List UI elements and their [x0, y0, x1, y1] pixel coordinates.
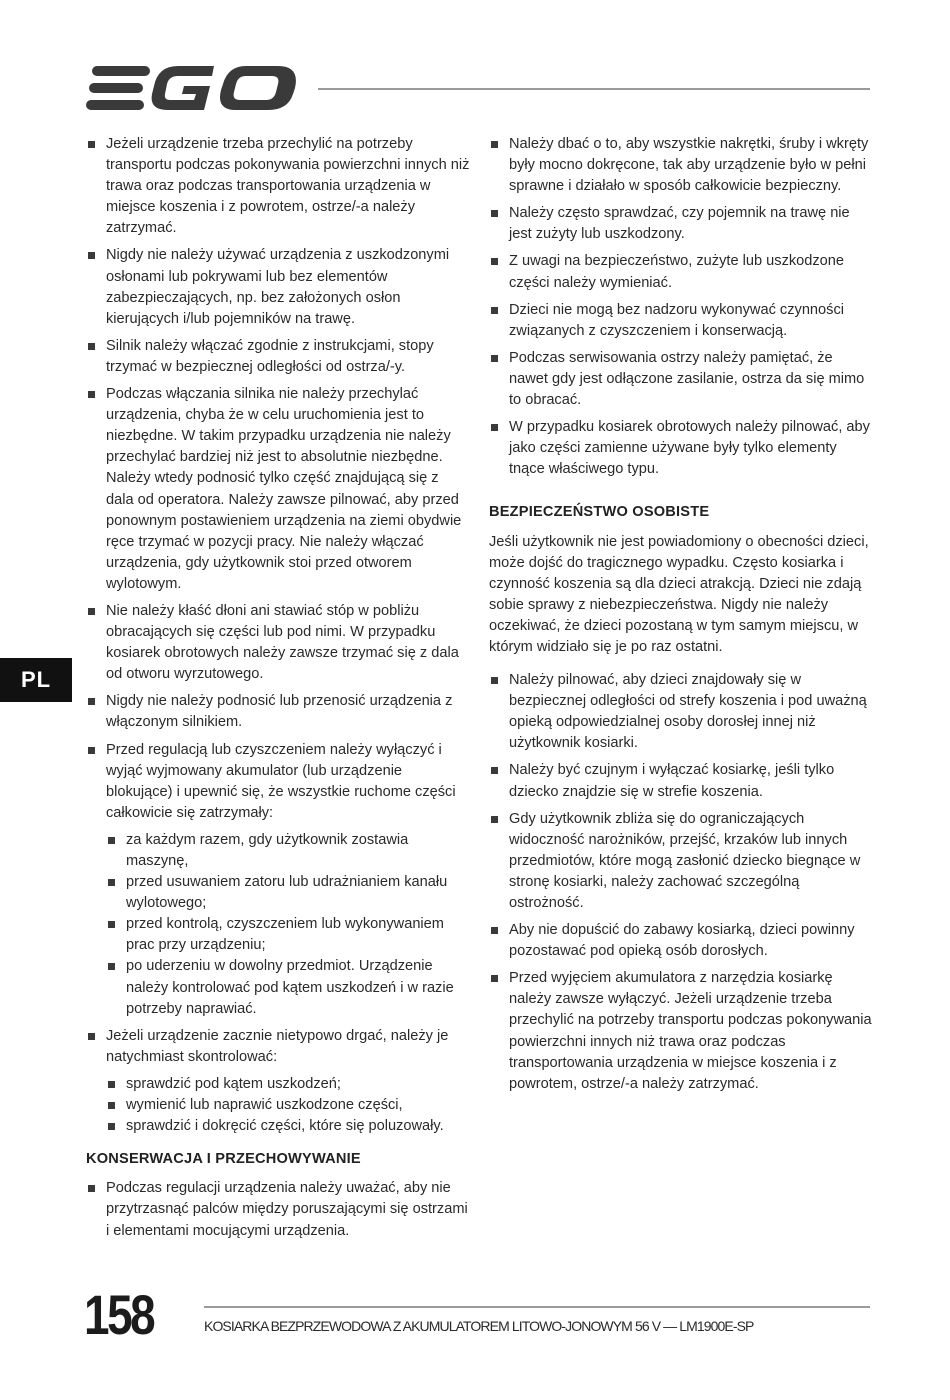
- sub-list-item: sprawdzić i dokręcić części, które się poluzowały.: [106, 1116, 470, 1137]
- list-item: Z uwagi na bezpieczeństwo, zużyte lub uszkodzone części należy wymieniać.: [489, 251, 873, 293]
- sub-list-item: za każdym razem, gdy użytkownik zostawia maszynę,: [106, 830, 470, 872]
- list-item: Jeżeli urządzenie trzeba przechylić na potrzeby transportu podczas pokonywania powierzchni innych niż trawa oraz podczas transportowania urządzenia w miejsce koszenia i z powrotem, ostrze/-a należy zatrzymać.: [86, 134, 470, 239]
- header-rule: [318, 88, 870, 90]
- list-item: Należy dbać o to, aby wszystkie nakrętki, śruby i wkręty były mocno dokręcone, tak aby urządzenie było w pełni sprawne i działało w sposób całkowicie bezpieczny.: [489, 134, 873, 197]
- bullet-list: [489, 670, 873, 1095]
- footer-title: KOSIARKA BEZPRZEWODOWA Z AKUMULATOREM LITOWO-JONOWYM 56 V — LM1900E-SP: [204, 1318, 754, 1334]
- list-item: Jeżeli urządzenie zacznie nietypowo drgać, należy je natychmiast skontrolować:: [86, 1026, 470, 1068]
- sub-list-item: przed usuwaniem zatoru lub udrażnianiem kanału wylotowego;: [106, 872, 470, 914]
- sub-list-item: wymienić lub naprawić uszkodzone części,: [106, 1095, 470, 1116]
- section-heading-maintenance: KONSERWACJA I PRZECHOWYWANIE: [86, 1151, 361, 1168]
- list-item: W przypadku kosiarek obrotowych należy pilnować, aby jako części zamienne używane były tylko elementy tnące właściwego typu.: [489, 417, 873, 480]
- section-paragraph: Jeśli użytkownik nie jest powiadomiony o obecności dzieci, może dojść do tragicznego wypadku. Często kosiarka i czynność koszenia są dla dzieci atrakcją. Dzieci nie zdają sobie sprawy z niebezpieczeństwa. Nigdy nie należy oczekiwać, że dzieci pozostaną w tym samym miejscu, w którym widziało się je po raz ostatni.: [489, 533, 869, 655]
- ego-logo: [86, 64, 298, 114]
- sub-bullet-list: [86, 830, 470, 1020]
- list-item: Gdy użytkownik zbliża się do ograniczających widoczność narożników, przejść, krzaków lub innych przedmiotów, które mogą zasłonić dziecko biegnące w stronę kosiarki, należy zachować szczególną ostrożność.: [489, 809, 873, 914]
- bullet-list: [86, 1178, 470, 1241]
- list-item: Aby nie dopuścić do zabawy kosiarką, dzieci powinny pozostawać pod opieką osób dorosłych.: [489, 920, 873, 962]
- sub-list-item: przed kontrolą, czyszczeniem lub wykonywaniem prac przy urządzeniu;: [106, 914, 470, 956]
- sub-list-item: sprawdzić pod kątem uszkodzeń;: [106, 1074, 470, 1095]
- bullet-list: [489, 134, 873, 480]
- list-item: Nie należy kłaść dłoni ani stawiać stóp w pobliżu obracających się części lub pod nimi. W przypadku kosiarek obrotowych należy zawsze trzymać się z dala od otworu wyrzutowego.: [86, 601, 470, 685]
- list-item: Podczas regulacji urządzenia należy uważać, aby nie przytrzasnąć palców między poruszającymi się ostrzami i elementami mocującymi urządzenia.: [86, 1178, 470, 1241]
- right-column: [489, 134, 873, 1101]
- list-item: Należy być czujnym i wyłączać kosiarkę, jeśli tylko dziecko znajdzie się w strefie koszenia.: [489, 760, 873, 802]
- list-item: Należy często sprawdzać, czy pojemnik na trawę nie jest zużyty lub uszkodzony.: [489, 203, 873, 245]
- list-item: Dzieci nie mogą bez nadzoru wykonywać czynności związanych z czyszczeniem i konserwacją.: [489, 300, 873, 342]
- list-item: Należy pilnować, aby dzieci znajdowały się w bezpiecznej odległości od strefy koszenia i pod uważną opieką odpowiedzialnej osoby dorosłej innej niż użytkownik kosiarki.: [489, 670, 873, 754]
- page-number: 158: [84, 1283, 154, 1346]
- left-column: [86, 134, 470, 1248]
- section-heading-personal-safety: BEZPIECZEŃSTWO OSOBISTE: [489, 504, 710, 521]
- footer-rule: [204, 1306, 870, 1308]
- bullet-list: [86, 1026, 470, 1068]
- sub-bullet-list: [86, 1074, 470, 1137]
- list-item: Silnik należy włączać zgodnie z instrukcjami, stopy trzymać w bezpiecznej odległości od ostrza/-y.: [86, 336, 470, 378]
- list-item: Podczas serwisowania ostrzy należy pamiętać, że nawet gdy jest odłączone zasilanie, ostrza da się mimo to obracać.: [489, 348, 873, 411]
- bullet-list: [86, 134, 470, 824]
- language-tab: PL: [0, 658, 72, 702]
- list-item: Nigdy nie należy podnosić lub przenosić urządzenia z włączonym silnikiem.: [86, 691, 470, 733]
- list-item: Przed wyjęciem akumulatora z narzędzia kosiarkę należy zawsze wyłączyć. Jeżeli urządzenie trzeba przechylić na potrzeby transportu podczas pokonywania powierzchni innych niż trawa oraz podczas transportowania urządzenia w miejsce koszenia i z powrotem, ostrze/-a należy zatrzymać.: [489, 968, 873, 1095]
- list-item: Nigdy nie należy używać urządzenia z uszkodzonymi osłonami lub pokrywami lub bez elementów zabezpieczających, np. bez założonych osłon kierujących i/lub pojemników na trawę.: [86, 245, 470, 329]
- sub-list-item: po uderzeniu w dowolny przedmiot. Urządzenie należy kontrolować pod kątem uszkodzeń i w razie potrzeby naprawiać.: [106, 956, 470, 1019]
- list-item: Przed regulacją lub czyszczeniem należy wyłączyć i wyjąć wyjmowany akumulator (lub urządzenie blokujące) i upewnić się, że wszystkie ruchome części całkowicie się zatrzymały:: [86, 740, 470, 824]
- list-item: Podczas włączania silnika nie należy przechylać urządzenia, chyba że w celu uruchomienia jest to niezbędne. W takim przypadku urządzenia nie należy przechylać bardziej niż jest to absolutnie niezbędne. Należy wtedy podnosić tylko część znajdującą się z dala od operatora. Należy zawsze pilnować, aby przed ponownym postawieniem urządzenia na ziemi obydwie ręce trzymać w pozycji pracy. Nie należy włączać urządzenia, gdy użytkownik stoi przed otworem wylotowym.: [86, 384, 470, 595]
